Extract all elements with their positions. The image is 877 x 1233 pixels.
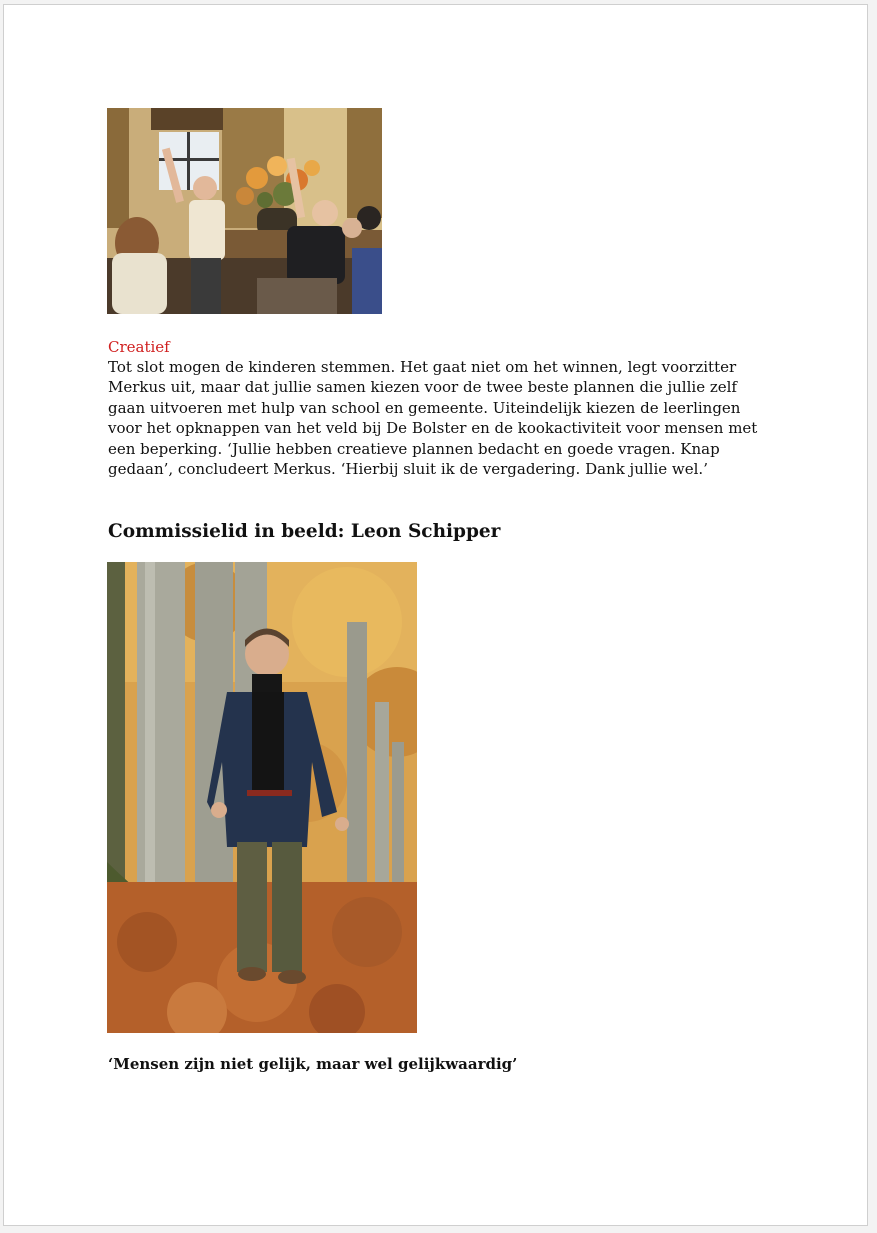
section-label-creatief: Creatief: [108, 338, 170, 356]
document-page: [3, 4, 868, 1226]
commissielid-heading: Commissielid in beeld: Leon Schipper: [108, 521, 501, 542]
leon-schipper-photo: [107, 562, 417, 1033]
council-children-image: [107, 108, 382, 314]
leon-schipper-image: [107, 562, 417, 1033]
article-paragraph: Tot slot mogen de kinderen stemmen. Het gaat niet om het winnen, legt voorzitter Merkus uit, maar dat jullie samen kiezen voor de twee beste plannen die jullie zelf gaan uitvoeren met hulp van school en gemeente. Uiteindelijk kiezen de leerlingen voor het opknappen van het veld bij De Bolster en de kookactiviteit voor mensen met een beperking. ‘Jullie hebben creatieve plannen bedacht en goede vragen. Knap gedaan’, concludeert Merkus. ‘Hierbij sluit ik de vergadering. Dank jullie wel.’: [108, 358, 758, 479]
pull-quote: ‘Mensen zijn niet gelijk, maar wel gelijkwaardig’: [108, 1055, 518, 1073]
council-children-photo: [107, 108, 382, 314]
